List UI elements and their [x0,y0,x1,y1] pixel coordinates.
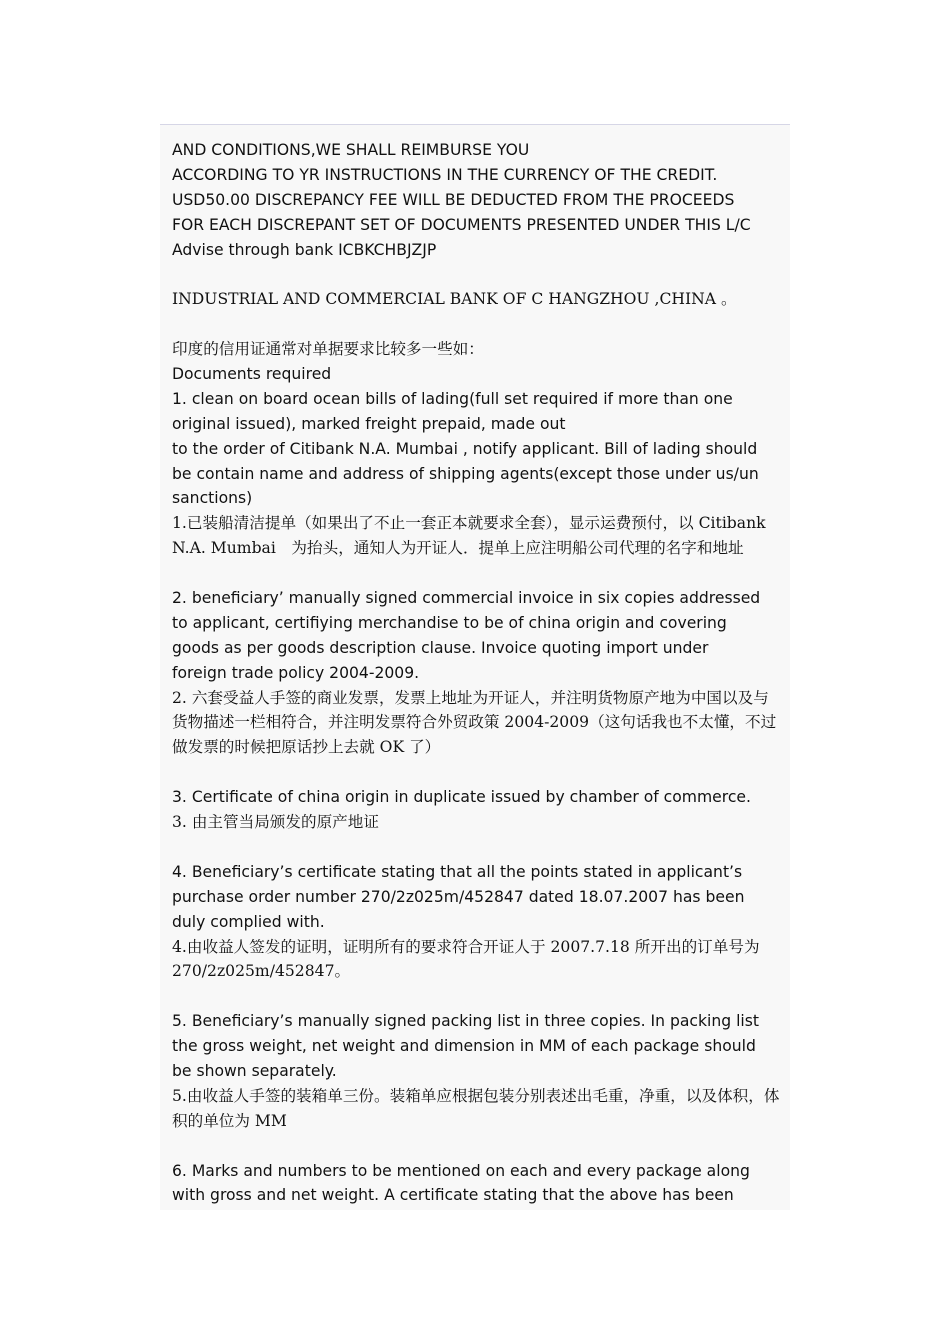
document-line: 3. Certificate of china origin in duplicate issued by chamber of commerce. [172,788,751,807]
document-line: to the order of Citibank N.A. Mumbai , notify applicant. Bill of lading should [172,439,758,458]
document-line: Documents required [172,365,332,384]
document-line: purchase order number 270/2z025m/452847 dated 18.07.2007 has been [172,887,745,906]
document-line: N.A. Mumbai 为抬头，通知人为开证人．提单上应注明船公司代理的名字和地址 [172,539,744,558]
blank-line [172,262,778,287]
document-line: be contain name and address of shipping agents(except those under us/un [172,464,759,483]
document-line: AND CONDITIONS,WE SHALL REIMBURSE YOU [172,141,530,159]
document-line: foreign trade policy 2004-2009. [172,663,420,682]
document-line: sanctions) [172,489,253,508]
document-line: 印度的信用证通常对单据要求比较多一些如： [172,340,484,359]
document-line: 1. clean on board ocean bills of lading(full set required if more than one [172,389,733,408]
blank-line [172,984,778,1009]
blank-line [172,835,778,860]
document-panel [160,124,790,1210]
document-line: original issued), marked freight prepaid, made out [172,414,566,433]
blank-line [172,760,778,785]
document-line: to applicant, certifiying merchandise to be of china origin and covering [172,613,727,632]
document-line: 货物描述一栏相符合，并注明发票符合外贸政策 2004-2009（这句话我也不太懂，不过 [172,713,777,732]
document-line: 4.由收益人签发的证明，证明所有的要求符合开证人于 2007.7.18 所开出的订单号为 [172,937,760,956]
document-line: 6. Marks and numbers to be mentioned on each and every package along [172,1161,750,1180]
document-line: 270/2z025m/452847。 [172,962,351,981]
blank-line [172,312,778,337]
document-text [172,138,778,1208]
document-line: 3. 由主管当局颁发的原产地证 [172,813,379,832]
document-line: 做发票的时候把原话抄上去就 OK 了） [172,738,441,757]
document-line: with gross and net weight. A certificate stating that the above has been [172,1186,734,1205]
document-line: 积的单位为 MM [172,1111,287,1130]
document-line: 2. 六套受益人手签的商业发票，发票上地址为开证人，并注明货物原产地为中国以及与 [172,688,769,707]
document-line: 2. beneficiary’ manually signed commercial invoice in six copies addressed [172,589,761,608]
document-line: INDUSTRIAL AND COMMERCIAL BANK OF C HANGZHOU ,CHINA 。 [172,290,737,309]
document-line: the gross weight, net weight and dimension in MM of each package should [172,1037,756,1056]
document-line: duly complied with. [172,912,325,931]
document-line: goods as per goods description clause. Invoice quoting import under [172,638,709,657]
blank-line [172,561,778,586]
document-line: Advise through bank ICBKCHBJZJP [172,240,437,259]
document-line: 5.由收益人手签的装箱单三份。装箱单应根据包装分别表述出毛重，净重，以及体积，体 [172,1086,780,1105]
document-line: 4. Beneficiary’s certificate stating that all the points stated in applicant’s [172,862,743,881]
document-line: ACCORDING TO YR INSTRUCTIONS IN THE CURRENCY OF THE CREDIT. [172,165,718,184]
document-line: be shown separately. [172,1061,337,1080]
document-line: FOR EACH DISCREPANT SET OF DOCUMENTS PRESENTED UNDER THIS L/C [172,215,751,234]
document-line: 5. Beneficiary’s manually signed packing list in three copies. In packing list [172,1012,759,1031]
blank-line [172,1134,778,1159]
document-line: 1.已装船清洁提单（如果出了不止一套正本就要求全套），显示运费预付，以 Citibank [172,514,766,533]
document-line: USD50.00 DISCREPANCY FEE WILL BE DEDUCTED FROM THE PROCEEDS [172,190,735,209]
